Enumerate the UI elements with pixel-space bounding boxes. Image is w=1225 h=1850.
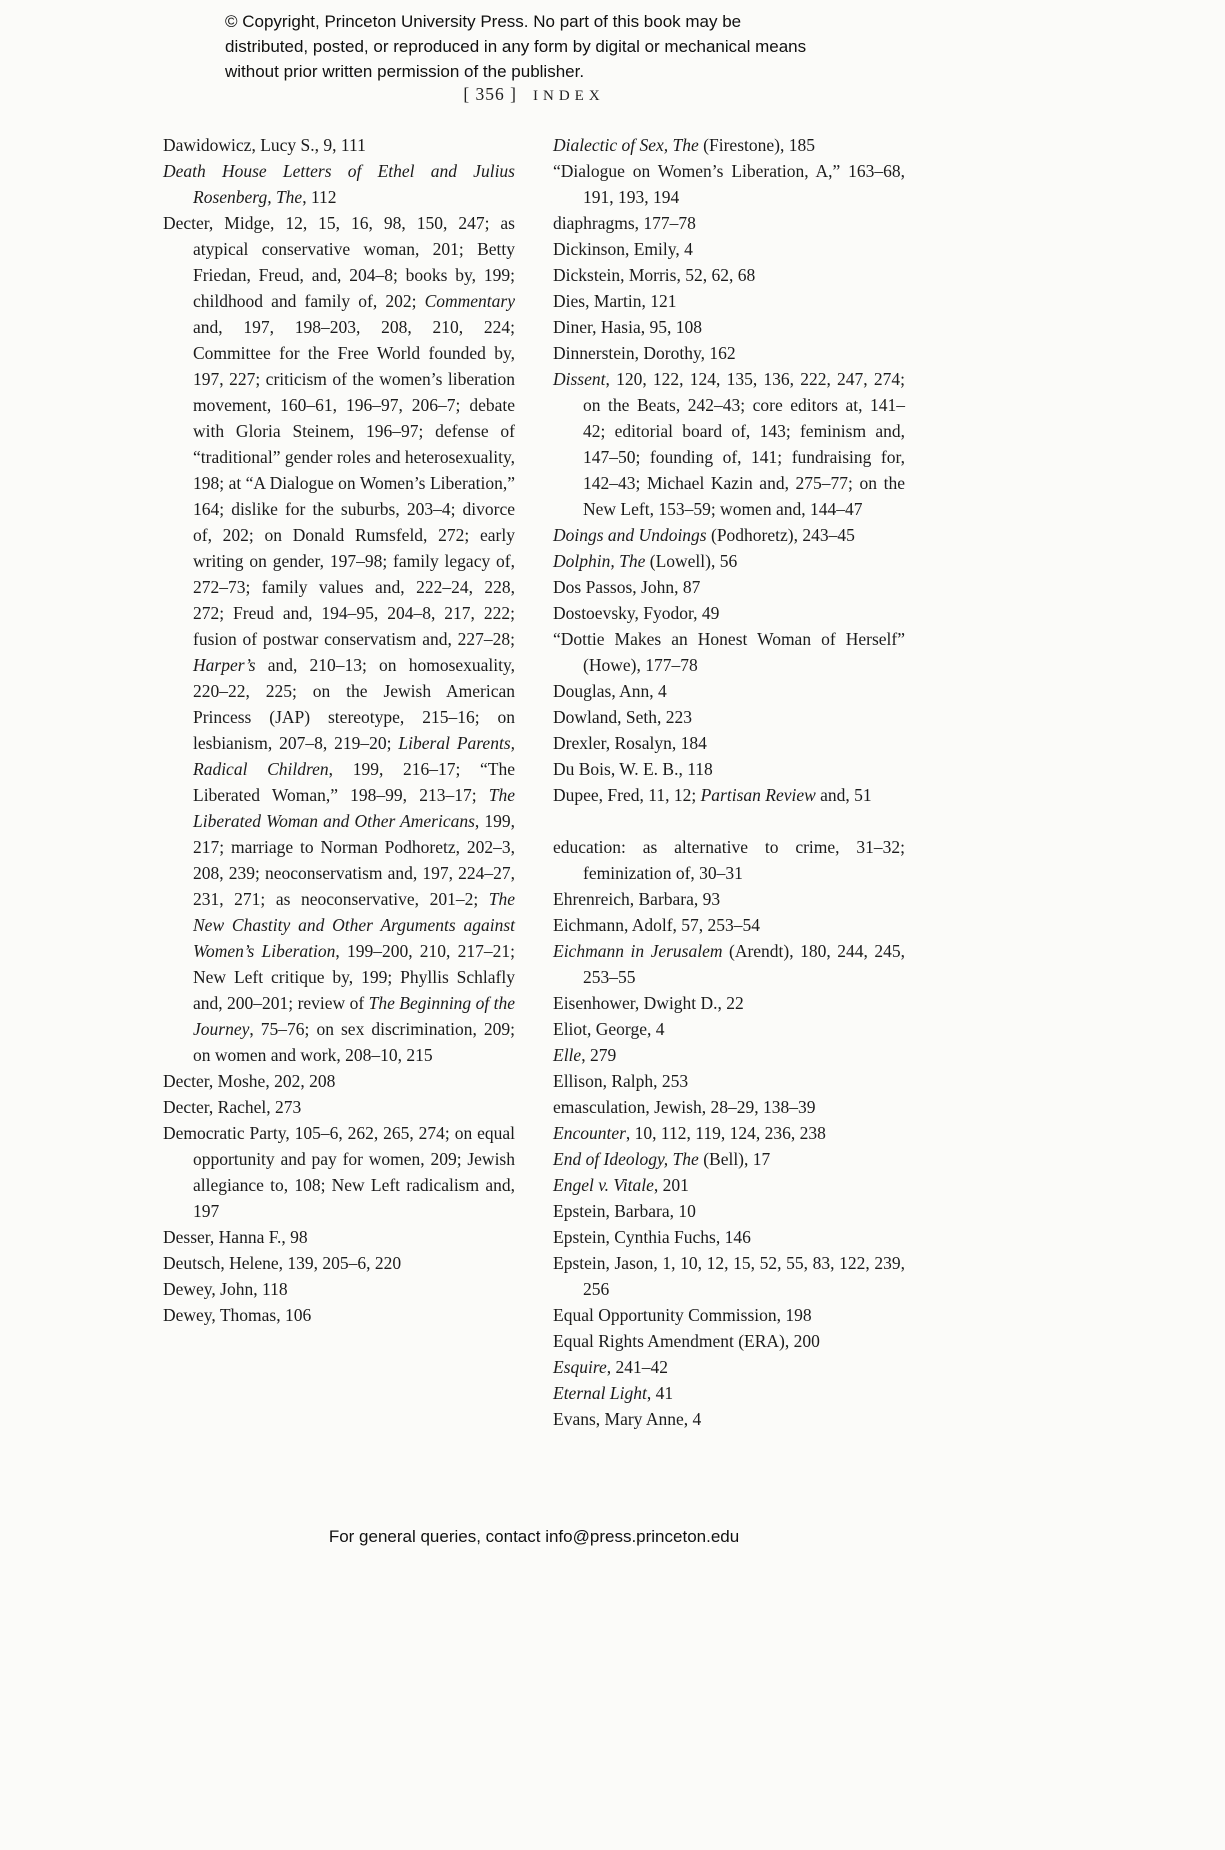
index-entry: Dolphin, The (Lowell), 56	[553, 551, 738, 571]
index-entry: Decter, Moshe, 202, 208	[163, 1071, 336, 1091]
index-entry: Eliot, George, 4	[553, 1019, 665, 1039]
index-entry: Dickstein, Morris, 52, 62, 68	[553, 265, 756, 285]
index-entry: Eichmann in Jerusalem (Arendt), 180, 244, 245, 253–55	[553, 941, 905, 987]
index-entry: Ellison, Ralph, 253	[553, 1071, 689, 1091]
index-entry: Dinnerstein, Dorothy, 162	[553, 343, 736, 363]
index-entry: End of Ideology, The (Bell), 17	[553, 1149, 771, 1169]
index-entry: education: as alternative to crime, 31–32; feminization of, 30–31	[553, 837, 905, 883]
index-entry: Elle, 279	[553, 1045, 617, 1065]
running-head	[163, 84, 905, 105]
index-columns	[163, 132, 905, 1432]
index-column-left	[163, 132, 515, 1432]
index-entry: Doings and Undoings (Podhoretz), 243–45	[553, 525, 855, 545]
index-entry: Engel v. Vitale, 201	[553, 1175, 689, 1195]
index-entry: Deutsch, Helene, 139, 205–6, 220	[163, 1253, 402, 1273]
index-entry: Decter, Midge, 12, 15, 16, 98, 150, 247; as atypical conservative woman, 201; Betty Friedan, Freud, and, 204–8; books by, 199; childhood and family of, 202; Commentary and, 197, 198–203, 208, 210, 224; Committee for the Free World founded by, 197, 227; criticism of the women’s liberation movement, 160–61, 196–97, 206–7; debate with Gloria Steinem, 196–97; defense of “traditional” gender roles and heterosexuality, 198; at “A Dialogue on Women’s Liberation,” 164; dislike for the suburbs, 203–4; divorce of, 202; on Donald Rumsfeld, 272; early writing on gender, 197–98; family legacy of, 272–73; family values and, 222–24, 228, 272; Freud and, 194–95, 204–8, 217, 222; fusion of postwar conservatism and, 227–28; Harper’s and, 210–13; on homosexuality, 220–22, 225; on the Jewish American Princess (JAP) stereotype, 215–16; on lesbianism, 207–8, 219–20; Liberal Parents, Radical Children, 199, 216–17; “The Liberated Woman,” 198–99, 213–17; The Liberated Woman and Other Americans, 199, 217; marriage to Norman Podhoretz, 202–3, 208, 239; neoconservatism and, 197, 224–27, 231, 271; as neoconservative, 201–2; The New Chastity and Other Arguments against Women’s Liberation, 199–200, 210, 217–21; New Left critique by, 199; Phyllis Schlafly and, 200–201; review of The Beginning of the Journey, 75–76; on sex discrimination, 209; on women and work, 208–10, 215	[163, 213, 516, 1065]
index-entry: Diner, Hasia, 95, 108	[553, 317, 702, 337]
index-entry: Douglas, Ann, 4	[553, 681, 667, 701]
index-entry: Dowland, Seth, 223	[553, 707, 693, 727]
index-entry: diaphragms, 177–78	[553, 213, 696, 233]
index-entry: “Dottie Makes an Honest Woman of Herself” (Howe), 177–78	[553, 629, 905, 675]
index-entry: Epstein, Cynthia Fuchs, 146	[553, 1227, 751, 1247]
index-entry: Death House Letters of Ethel and Julius Rosenberg, The, 112	[163, 161, 515, 207]
index-entry: Eternal Light, 41	[553, 1383, 674, 1403]
index-entry: Ehrenreich, Barbara, 93	[553, 889, 721, 909]
index-entry: Epstein, Barbara, 10	[553, 1201, 696, 1221]
index-entry: Dickinson, Emily, 4	[553, 239, 693, 259]
index-entry: Dies, Martin, 121	[553, 291, 677, 311]
index-entry: Epstein, Jason, 1, 10, 12, 15, 52, 55, 83, 122, 239, 256	[553, 1253, 905, 1299]
footer-query-note: For general queries, contact info@press.princeton.edu	[328, 1527, 740, 1546]
index-entry: Dissent, 120, 122, 124, 135, 136, 222, 247, 274; on the Beats, 242–43; core editors at, 141–42; editorial board of, 143; feminism and, 147–50; founding of, 141; fundraising for, 142–43; Michael Kazin and, 275–77; on the New Left, 153–59; women and, 144–47	[553, 369, 905, 519]
copyright-notice: © Copyright, Princeton University Press. No part of this book may be distributed, posted, or reproduced in any form by digital or mechanical means without prior written permission of the publisher.	[225, 12, 807, 81]
index-entry: Dupee, Fred, 11, 12; Partisan Review and, 51	[553, 785, 872, 805]
index-entry: Dewey, John, 118	[163, 1279, 288, 1299]
index-entry: Equal Rights Amendment (ERA), 200	[553, 1331, 820, 1351]
index-entry: Dewey, Thomas, 106	[163, 1305, 312, 1325]
index-entry: Decter, Rachel, 273	[163, 1097, 302, 1117]
index-entry: Evans, Mary Anne, 4	[553, 1409, 702, 1429]
index-entry: Dos Passos, John, 87	[553, 577, 701, 597]
index-entry: emasculation, Jewish, 28–29, 138–39	[553, 1097, 816, 1117]
index-entry: Encounter, 10, 112, 119, 124, 236, 238	[553, 1123, 826, 1143]
index-entry: “Dialogue on Women’s Liberation, A,” 163–68, 191, 193, 194	[553, 161, 905, 207]
index-entry: Desser, Hanna F., 98	[163, 1227, 308, 1247]
index-entry: Eisenhower, Dwight D., 22	[553, 993, 744, 1013]
index-entry: Du Bois, W. E. B., 118	[553, 759, 713, 779]
index-entry: Dawidowicz, Lucy S., 9, 111	[163, 135, 366, 155]
index-entry: Eichmann, Adolf, 57, 253–54	[553, 915, 761, 935]
index-entry: Drexler, Rosalyn, 184	[553, 733, 707, 753]
index-column-right	[553, 132, 905, 1432]
index-entry: Equal Opportunity Commission, 198	[553, 1305, 812, 1325]
index-entry: Dostoevsky, Fyodor, 49	[553, 603, 720, 623]
index-entry: Esquire, 241–42	[553, 1357, 669, 1377]
index-entry: Dialectic of Sex, The (Firestone), 185	[553, 135, 815, 155]
page-number: [ 356 ]	[463, 84, 517, 104]
index-entry: Democratic Party, 105–6, 262, 265, 274; on equal opportunity and pay for women, 209; Jewish allegiance to, 108; New Left radicalism and, 197	[163, 1123, 515, 1221]
index-title: INDEX	[533, 88, 605, 104]
